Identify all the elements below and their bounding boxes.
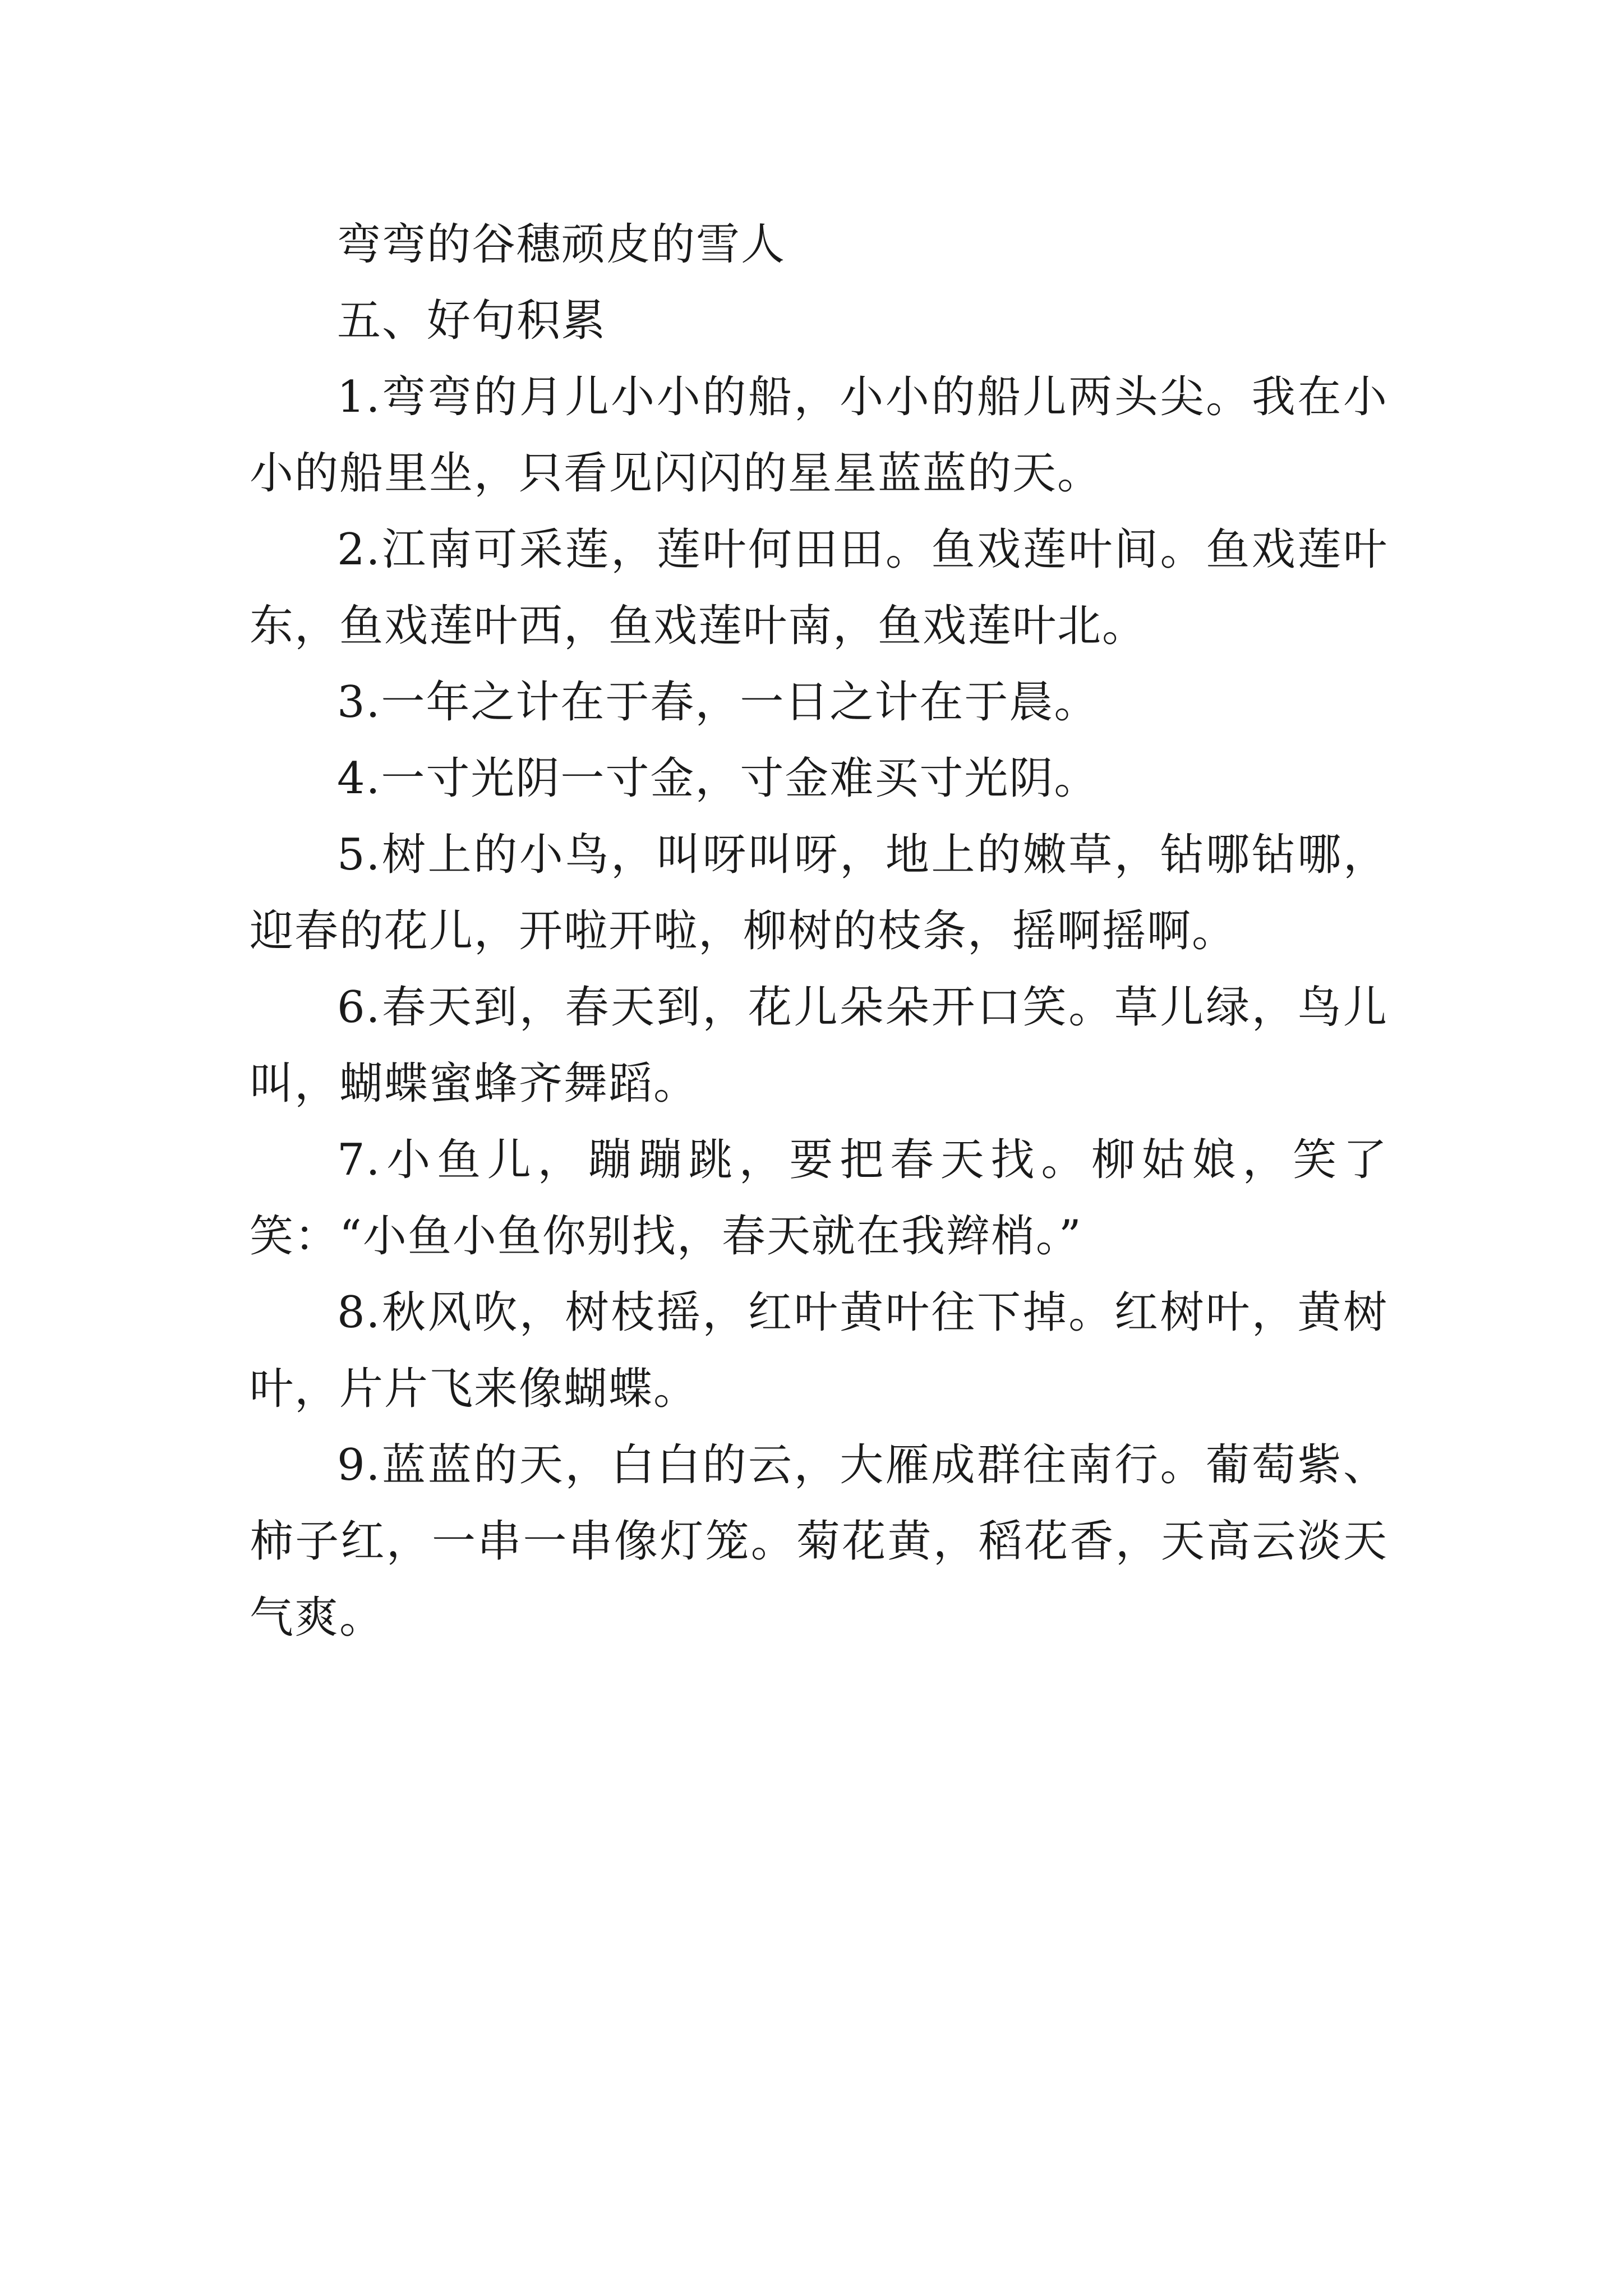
sentence-6: 6.春天到，春天到，花儿朵朵开口笑。草儿绿，鸟儿叫，蝴蝶蜜蜂齐舞蹈。 bbox=[250, 982, 1388, 1109]
sentence-4: 4.一寸光阴一寸金，寸金难买寸光阴。 bbox=[337, 753, 1099, 804]
intro-line: 弯弯的谷穗顽皮的雪人 bbox=[337, 219, 786, 270]
sentence-7: 7.小鱼儿，蹦蹦跳，要把春天找。柳姑娘，笑了笑：“小鱼小鱼你别找，春天就在我辫梢。” bbox=[250, 1135, 1388, 1262]
section-heading: 五、好句积累 bbox=[337, 296, 607, 346]
sentence-9: 9.蓝蓝的天，白白的云，大雁成群往南行。葡萄紫、柿子红，一串一串像灯笼。菊花黄，稻花香，天高云淡天气爽。 bbox=[250, 1440, 1388, 1643]
sentence-5: 5.树上的小鸟，叫呀叫呀，地上的嫩草，钻哪钻哪，迎春的花儿，开啦开啦，柳树的枝条，摇啊摇啊。 bbox=[250, 830, 1388, 956]
document-body bbox=[250, 206, 1388, 1656]
sentence-1: 1.弯弯的月儿小小的船，小小的船儿两头尖。我在小小的船里坐，只看见闪闪的星星蓝蓝的天。 bbox=[250, 372, 1388, 499]
sentence-3: 3.一年之计在于春，一日之计在于晨。 bbox=[337, 677, 1099, 728]
sentence-8: 8.秋风吹，树枝摇，红叶黄叶往下掉。红树叶，黄树叶，片片飞来像蝴蝶。 bbox=[250, 1287, 1388, 1414]
sentence-2: 2.江南可采莲，莲叶何田田。鱼戏莲叶间。鱼戏莲叶东，鱼戏莲叶西，鱼戏莲叶南，鱼戏莲叶北。 bbox=[250, 524, 1388, 651]
